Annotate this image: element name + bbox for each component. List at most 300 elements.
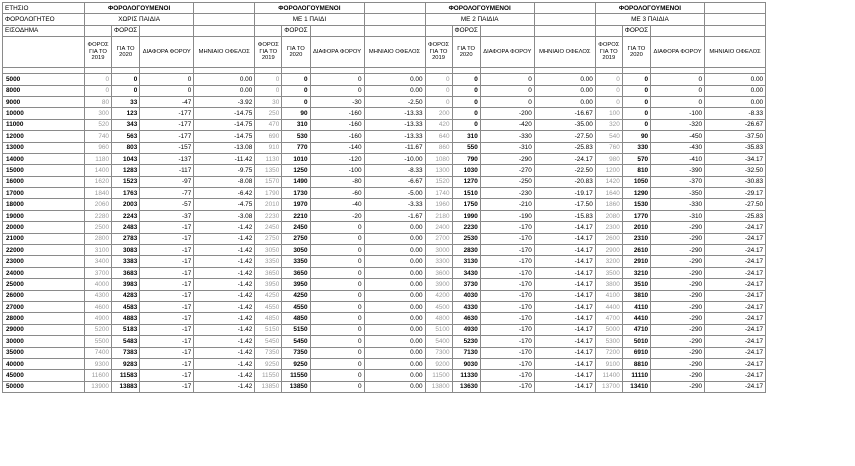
tax-2020-cell: 3810	[622, 290, 650, 301]
monthly-benefit-cell: 0.00	[364, 74, 425, 85]
tax-diff-cell: 0	[480, 85, 534, 96]
tax-2019-cell: 5400	[425, 336, 452, 347]
tax-2020-cell: 3350	[282, 256, 310, 267]
income-cell: 18000	[3, 199, 85, 210]
tax-2020-cell: 1763	[112, 188, 140, 199]
tax-2020-cell: 3383	[112, 256, 140, 267]
tax-2020-cell: 2003	[112, 199, 140, 210]
tax-2019-cell: 5300	[595, 336, 622, 347]
table-row	[3, 301, 766, 312]
tax-header: ΦΟΡΟΣ	[452, 25, 480, 36]
tax-2019-cell: 1860	[595, 199, 622, 210]
tax-diff-cell: 0	[140, 85, 194, 96]
tax-2019-cell: 4700	[595, 313, 622, 324]
tax-2020-cell: 0	[452, 119, 480, 130]
tax-2019-cell: 5200	[85, 324, 112, 335]
monthly-benefit-cell: -15.83	[534, 210, 595, 221]
tax-2020-cell: 9250	[282, 358, 310, 369]
tax-2020-cell: 2210	[282, 210, 310, 221]
tax-diff-cell: -310	[651, 210, 705, 221]
tax-diff-cell: -160	[310, 131, 364, 142]
income-cell: 40000	[3, 358, 85, 369]
monthly-benefit-cell: -1.42	[194, 301, 255, 312]
tax-diff-cell: -330	[651, 199, 705, 210]
table-row	[3, 108, 766, 119]
tax-2019-cell: 2280	[85, 210, 112, 221]
tax-diff-cell: -17	[140, 370, 194, 381]
tax-2020-cell: 1010	[282, 153, 310, 164]
header-spacer	[534, 14, 595, 25]
tax-2020-cell: 5230	[452, 336, 480, 347]
tax-diff-cell: 0	[310, 233, 364, 244]
tax-2019-cell: 300	[85, 108, 112, 119]
income-cell: 14000	[3, 153, 85, 164]
tax-diff-cell: -17	[140, 324, 194, 335]
tax-diff-cell: -170	[480, 233, 534, 244]
tax-diff-cell: -37	[140, 210, 194, 221]
tax-2019-cell: 1740	[425, 188, 452, 199]
tax-diff-cell: -170	[480, 347, 534, 358]
tax-diff-cell: 0	[651, 85, 705, 96]
monthly-benefit-cell: 0.00	[364, 85, 425, 96]
tax-2020-cell: 1283	[112, 165, 140, 176]
monthly-benefit-cell: 0.00	[364, 358, 425, 369]
tax-2020-cell: 3050	[282, 245, 310, 256]
tax-2019-cell: 2700	[425, 233, 452, 244]
header-spacer	[425, 25, 452, 36]
monthly-benefit-cell: -27.50	[534, 131, 595, 142]
monthly-benefit-cell: -10.00	[364, 153, 425, 164]
monthly-benefit-cell: -1.42	[194, 313, 255, 324]
tax-2019-cell: 1790	[255, 188, 282, 199]
income-cell: 9000	[3, 96, 85, 107]
income-cell: 23000	[3, 256, 85, 267]
tax-diff-cell: -290	[480, 153, 534, 164]
tax-diff-cell: 0	[310, 358, 364, 369]
tax-2020-cell: 3950	[282, 279, 310, 290]
monthly-benefit-cell: -3.92	[194, 96, 255, 107]
monthly-benefit-cell: -1.42	[194, 370, 255, 381]
tax-2019-cell: 760	[595, 142, 622, 153]
table-row	[3, 96, 766, 107]
tax-diff-cell: -410	[651, 153, 705, 164]
tax-diff-cell: -17	[140, 313, 194, 324]
monthly-benefit-cell: 0.00	[364, 245, 425, 256]
tax-2020-cell: 123	[112, 108, 140, 119]
tax-2020-cell: 563	[112, 131, 140, 142]
tax-diff-cell: 0	[310, 381, 364, 392]
tax-diff-cell: -160	[310, 119, 364, 130]
tax-2020-cell: 5183	[112, 324, 140, 335]
tax-2020-cell: 343	[112, 119, 140, 130]
header-spacer	[364, 3, 425, 14]
monthly-benefit-cell: -6.67	[364, 176, 425, 187]
tax-2020-cell: 4283	[112, 290, 140, 301]
tax-diff-cell: -17	[140, 358, 194, 369]
tax-2019-cell: 13800	[425, 381, 452, 392]
monthly-benefit-cell: -2.50	[364, 96, 425, 107]
tax-2020-cell: 11583	[112, 370, 140, 381]
tax-diff-cell: -170	[480, 381, 534, 392]
monthly-benefit-cell: -14.75	[194, 131, 255, 142]
col-monthly-benefit: ΜΗΝΙΑΙΟ ΟΦΕΛΟΣ	[194, 37, 255, 68]
tax-diff-cell: 0	[310, 85, 364, 96]
tax-2020-cell: 0	[622, 74, 650, 85]
monthly-benefit-cell: 0.00	[364, 336, 425, 347]
table-row	[3, 256, 766, 267]
monthly-benefit-cell: 0.00	[364, 347, 425, 358]
tax-2020-cell: 90	[622, 131, 650, 142]
tax-diff-cell: -140	[310, 142, 364, 153]
tax-2019-cell: 1400	[85, 165, 112, 176]
tax-2019-cell: 3000	[425, 245, 452, 256]
tax-2019-cell: 2500	[85, 222, 112, 233]
tax-2020-cell: 3083	[112, 245, 140, 256]
group-subtitle: ΧΩΡΙΣ ΠΑΙΔΙΑ	[85, 14, 194, 25]
tax-2020-cell: 3210	[622, 267, 650, 278]
monthly-benefit-cell: -24.17	[705, 222, 766, 233]
tax-diff-cell: 0	[310, 279, 364, 290]
tax-2020-cell: 2450	[282, 222, 310, 233]
monthly-benefit-cell: -35.83	[705, 142, 766, 153]
tax-diff-cell: -170	[480, 358, 534, 369]
tax-diff-cell: -77	[140, 188, 194, 199]
tax-2020-cell: 90	[282, 108, 310, 119]
tax-diff-cell: -210	[480, 199, 534, 210]
income-cell: 50000	[3, 381, 85, 392]
monthly-benefit-cell: -14.17	[534, 381, 595, 392]
tax-2019-cell: 3050	[255, 245, 282, 256]
header-spacer	[194, 25, 255, 36]
monthly-benefit-cell: -4.75	[194, 199, 255, 210]
tax-diff-cell: -57	[140, 199, 194, 210]
tax-diff-cell: -47	[140, 96, 194, 107]
tax-diff-cell: 0	[310, 245, 364, 256]
tax-2019-cell: 4300	[85, 290, 112, 301]
col-tax-diff: ΔΙΑΦΟΡΑ ΦΟΡΟΥ	[651, 37, 705, 68]
table-row	[3, 290, 766, 301]
tax-diff-cell: -17	[140, 256, 194, 267]
tax-diff-cell: -230	[480, 188, 534, 199]
income-cell: 21000	[3, 233, 85, 244]
monthly-benefit-cell: -14.75	[194, 108, 255, 119]
monthly-benefit-cell: -37.50	[705, 131, 766, 142]
header-spacer	[3, 37, 85, 68]
tax-2020-cell: 4330	[452, 301, 480, 312]
monthly-benefit-cell: -3.33	[364, 199, 425, 210]
tax-2020-cell: 1770	[622, 210, 650, 221]
monthly-benefit-cell: -34.17	[705, 153, 766, 164]
tax-2019-cell: 250	[255, 108, 282, 119]
monthly-benefit-cell: -14.17	[534, 301, 595, 312]
tax-2020-cell: 4930	[452, 324, 480, 335]
tax-2020-cell: 4110	[622, 301, 650, 312]
tax-diff-cell: -200	[480, 108, 534, 119]
monthly-benefit-cell: 0.00	[534, 96, 595, 107]
tax-diff-cell: -170	[480, 279, 534, 290]
tax-diff-cell: -17	[140, 290, 194, 301]
tax-2019-cell: 0	[595, 74, 622, 85]
tax-2019-cell: 1520	[425, 176, 452, 187]
tax-diff-cell: -290	[651, 313, 705, 324]
tax-2019-cell: 520	[85, 119, 112, 130]
monthly-benefit-cell: -6.42	[194, 188, 255, 199]
tax-diff-cell: -17	[140, 222, 194, 233]
income-cell: 20000	[3, 222, 85, 233]
tax-diff-cell: -270	[480, 165, 534, 176]
tax-2020-cell: 3130	[452, 256, 480, 267]
tax-diff-cell: -97	[140, 176, 194, 187]
tax-2020-cell: 3983	[112, 279, 140, 290]
monthly-benefit-cell: -11.42	[194, 153, 255, 164]
col-tax-diff: ΔΙΑΦΟΡΑ ΦΟΡΟΥ	[140, 37, 194, 68]
monthly-benefit-cell: 0.00	[364, 301, 425, 312]
tax-2019-cell: 980	[595, 153, 622, 164]
tax-2020-cell: 1990	[452, 210, 480, 221]
monthly-benefit-cell: -24.17	[705, 233, 766, 244]
tax-2019-cell: 3400	[85, 256, 112, 267]
table-row	[3, 188, 766, 199]
tax-2020-cell: 0	[452, 85, 480, 96]
monthly-benefit-cell: 0.00	[705, 85, 766, 96]
tax-2020-cell: 9283	[112, 358, 140, 369]
header-spacer	[705, 25, 766, 36]
tax-diff-cell: -157	[140, 142, 194, 153]
tax-comparison-table	[2, 2, 766, 393]
tax-2019-cell: 2060	[85, 199, 112, 210]
header-spacer	[595, 25, 622, 36]
table-row	[3, 74, 766, 85]
monthly-benefit-cell: -3.08	[194, 210, 255, 221]
monthly-benefit-cell: 0.00	[364, 313, 425, 324]
tax-diff-cell: -290	[651, 347, 705, 358]
tax-2019-cell: 4800	[425, 313, 452, 324]
monthly-benefit-cell: -19.17	[534, 188, 595, 199]
monthly-benefit-cell: -24.17	[534, 153, 595, 164]
header-spacer	[194, 3, 255, 14]
tax-2020-cell: 0	[282, 96, 310, 107]
tax-2020-cell: 1523	[112, 176, 140, 187]
monthly-benefit-cell: 0.00	[534, 74, 595, 85]
tax-2020-cell: 1270	[452, 176, 480, 187]
income-cell: 15000	[3, 165, 85, 176]
tax-2020-cell: 0	[282, 85, 310, 96]
monthly-benefit-cell: -14.17	[534, 313, 595, 324]
group-subtitle: ΜΕ 2 ΠΑΙΔΙΑ	[425, 14, 534, 25]
tax-diff-cell: -170	[480, 267, 534, 278]
tax-diff-cell: 0	[310, 256, 364, 267]
tax-2020-cell: 570	[622, 153, 650, 164]
tax-2019-cell: 3900	[425, 279, 452, 290]
tax-2019-cell: 540	[595, 131, 622, 142]
tax-2019-cell: 3350	[255, 256, 282, 267]
tax-2019-cell: 5450	[255, 336, 282, 347]
tax-2019-cell: 1350	[255, 165, 282, 176]
tax-2019-cell: 4200	[425, 290, 452, 301]
tax-2020-cell: 1290	[622, 188, 650, 199]
tax-diff-cell: -450	[651, 131, 705, 142]
monthly-benefit-cell: -17.50	[534, 199, 595, 210]
tax-2020-cell: 550	[452, 142, 480, 153]
tax-diff-cell: 0	[651, 96, 705, 107]
monthly-benefit-cell: -24.17	[705, 336, 766, 347]
tax-2019-cell: 1960	[425, 199, 452, 210]
monthly-benefit-cell: -24.17	[705, 381, 766, 392]
tax-2019-cell: 0	[425, 96, 452, 107]
monthly-benefit-cell: -20.83	[534, 176, 595, 187]
tax-diff-cell: 0	[480, 96, 534, 107]
tax-2019-cell: 0	[425, 74, 452, 85]
tax-diff-cell: -100	[310, 165, 364, 176]
table-row	[3, 153, 766, 164]
tax-2020-cell: 0	[452, 74, 480, 85]
table-row	[3, 233, 766, 244]
tax-diff-cell: 0	[310, 301, 364, 312]
tax-2019-cell: 13850	[255, 381, 282, 392]
group-subtitle: ΜΕ 1 ΠΑΙΔΙ	[255, 14, 364, 25]
tax-2019-cell: 7400	[85, 347, 112, 358]
col-tax-diff: ΔΙΑΦΟΡΑ ΦΟΡΟΥ	[310, 37, 364, 68]
tax-diff-cell: -170	[480, 324, 534, 335]
tax-2019-cell: 1080	[425, 153, 452, 164]
col-tax-2019: ΦΟΡΟΣ ΓΙΑ ΤΟ 2019	[85, 37, 112, 68]
tax-2020-cell: 13410	[622, 381, 650, 392]
monthly-benefit-cell: -1.42	[194, 279, 255, 290]
table-row	[3, 381, 766, 392]
tax-2019-cell: 0	[255, 85, 282, 96]
tax-diff-cell: -290	[651, 370, 705, 381]
income-cell: 13000	[3, 142, 85, 153]
tax-diff-cell: -17	[140, 301, 194, 312]
header-spacer	[651, 25, 705, 36]
tax-2019-cell: 9250	[255, 358, 282, 369]
tax-diff-cell: 0	[310, 74, 364, 85]
tax-2019-cell: 11550	[255, 370, 282, 381]
header-spacer	[194, 14, 255, 25]
tax-diff-cell: -170	[480, 256, 534, 267]
tax-diff-cell: -137	[140, 153, 194, 164]
tax-2019-cell: 1620	[85, 176, 112, 187]
monthly-benefit-cell: -35.00	[534, 119, 595, 130]
income-cell: 45000	[3, 370, 85, 381]
tax-header: ΦΟΡΟΣ	[622, 25, 650, 36]
tax-diff-cell: -170	[480, 245, 534, 256]
income-cell: 24000	[3, 267, 85, 278]
tax-2019-cell: 2600	[595, 233, 622, 244]
monthly-benefit-cell: -1.42	[194, 324, 255, 335]
tax-diff-cell: -20	[310, 210, 364, 221]
tax-2020-cell: 2910	[622, 256, 650, 267]
tax-2019-cell: 3200	[595, 256, 622, 267]
income-cell: 11000	[3, 119, 85, 130]
table-row	[3, 279, 766, 290]
monthly-benefit-cell: 0.00	[364, 324, 425, 335]
tax-2020-cell: 2830	[452, 245, 480, 256]
monthly-benefit-cell: 0.00	[364, 267, 425, 278]
group-title: ΦΟΡΟΛΟΓΟΥΜΕΝΟΙ	[85, 3, 194, 14]
table-row	[3, 131, 766, 142]
tax-2019-cell: 100	[595, 108, 622, 119]
table-row	[3, 336, 766, 347]
monthly-benefit-cell: -1.42	[194, 358, 255, 369]
monthly-benefit-cell: 0.00	[364, 279, 425, 290]
tax-2020-cell: 4710	[622, 324, 650, 335]
tax-2020-cell: 310	[452, 131, 480, 142]
tax-2019-cell: 0	[595, 96, 622, 107]
tax-2019-cell: 3300	[425, 256, 452, 267]
monthly-benefit-cell: -25.83	[534, 142, 595, 153]
tax-2020-cell: 2310	[622, 233, 650, 244]
monthly-benefit-cell: -24.17	[705, 256, 766, 267]
tax-2020-cell: 4583	[112, 301, 140, 312]
monthly-benefit-cell: -1.42	[194, 222, 255, 233]
tax-2019-cell: 2400	[425, 222, 452, 233]
monthly-benefit-cell: -24.17	[705, 279, 766, 290]
tax-2020-cell: 5483	[112, 336, 140, 347]
table-row	[3, 210, 766, 221]
tax-2019-cell: 910	[255, 142, 282, 153]
col-tax-2019: ΦΟΡΟΣ ΓΙΑ ΤΟ 2019	[425, 37, 452, 68]
monthly-benefit-cell: -14.17	[534, 324, 595, 335]
tax-diff-cell: -17	[140, 245, 194, 256]
tax-diff-cell: -17	[140, 267, 194, 278]
monthly-benefit-cell: -14.17	[534, 279, 595, 290]
monthly-benefit-cell: -30.83	[705, 176, 766, 187]
tax-diff-cell: -100	[651, 108, 705, 119]
header-spacer	[255, 25, 282, 36]
tax-2019-cell: 9300	[85, 358, 112, 369]
tax-2019-cell: 3650	[255, 267, 282, 278]
tax-diff-cell: 0	[310, 267, 364, 278]
tax-2020-cell: 13883	[112, 381, 140, 392]
tax-2020-cell: 3730	[452, 279, 480, 290]
tax-diff-cell: -290	[651, 233, 705, 244]
income-cell: 22000	[3, 245, 85, 256]
monthly-benefit-cell: -14.17	[534, 256, 595, 267]
col-tax-2019: ΦΟΡΟΣ ΓΙΑ ΤΟ 2019	[595, 37, 622, 68]
tax-2019-cell: 0	[85, 85, 112, 96]
tax-2020-cell: 1750	[452, 199, 480, 210]
tax-2020-cell: 8810	[622, 358, 650, 369]
income-cell: 16000	[3, 176, 85, 187]
tax-2020-cell: 4410	[622, 313, 650, 324]
tax-diff-cell: 0	[310, 222, 364, 233]
tax-2020-cell: 0	[622, 96, 650, 107]
tax-2019-cell: 7300	[425, 347, 452, 358]
table-row	[3, 176, 766, 187]
tax-2020-cell: 4250	[282, 290, 310, 301]
monthly-benefit-cell: -14.17	[534, 336, 595, 347]
tax-diff-cell: -17	[140, 233, 194, 244]
table-row	[3, 85, 766, 96]
income-cell: 30000	[3, 336, 85, 347]
monthly-benefit-cell: 0.00	[705, 74, 766, 85]
label-year: ΕΤΗΣΙΟ	[3, 3, 85, 14]
tax-2020-cell: 0	[622, 108, 650, 119]
table-row	[3, 313, 766, 324]
header-spacer	[140, 25, 194, 36]
monthly-benefit-cell: -1.42	[194, 267, 255, 278]
tax-2020-cell: 0	[282, 74, 310, 85]
tax-diff-cell: -17	[140, 381, 194, 392]
tax-2019-cell: 2800	[85, 233, 112, 244]
tax-2019-cell: 30	[255, 96, 282, 107]
group-title: ΦΟΡΟΛΟΓΟΥΜΕΝΟΙ	[425, 3, 534, 14]
monthly-benefit-cell: -14.17	[534, 233, 595, 244]
monthly-benefit-cell: -13.08	[194, 142, 255, 153]
monthly-benefit-cell: 0.00	[364, 381, 425, 392]
monthly-benefit-cell: -14.75	[194, 119, 255, 130]
